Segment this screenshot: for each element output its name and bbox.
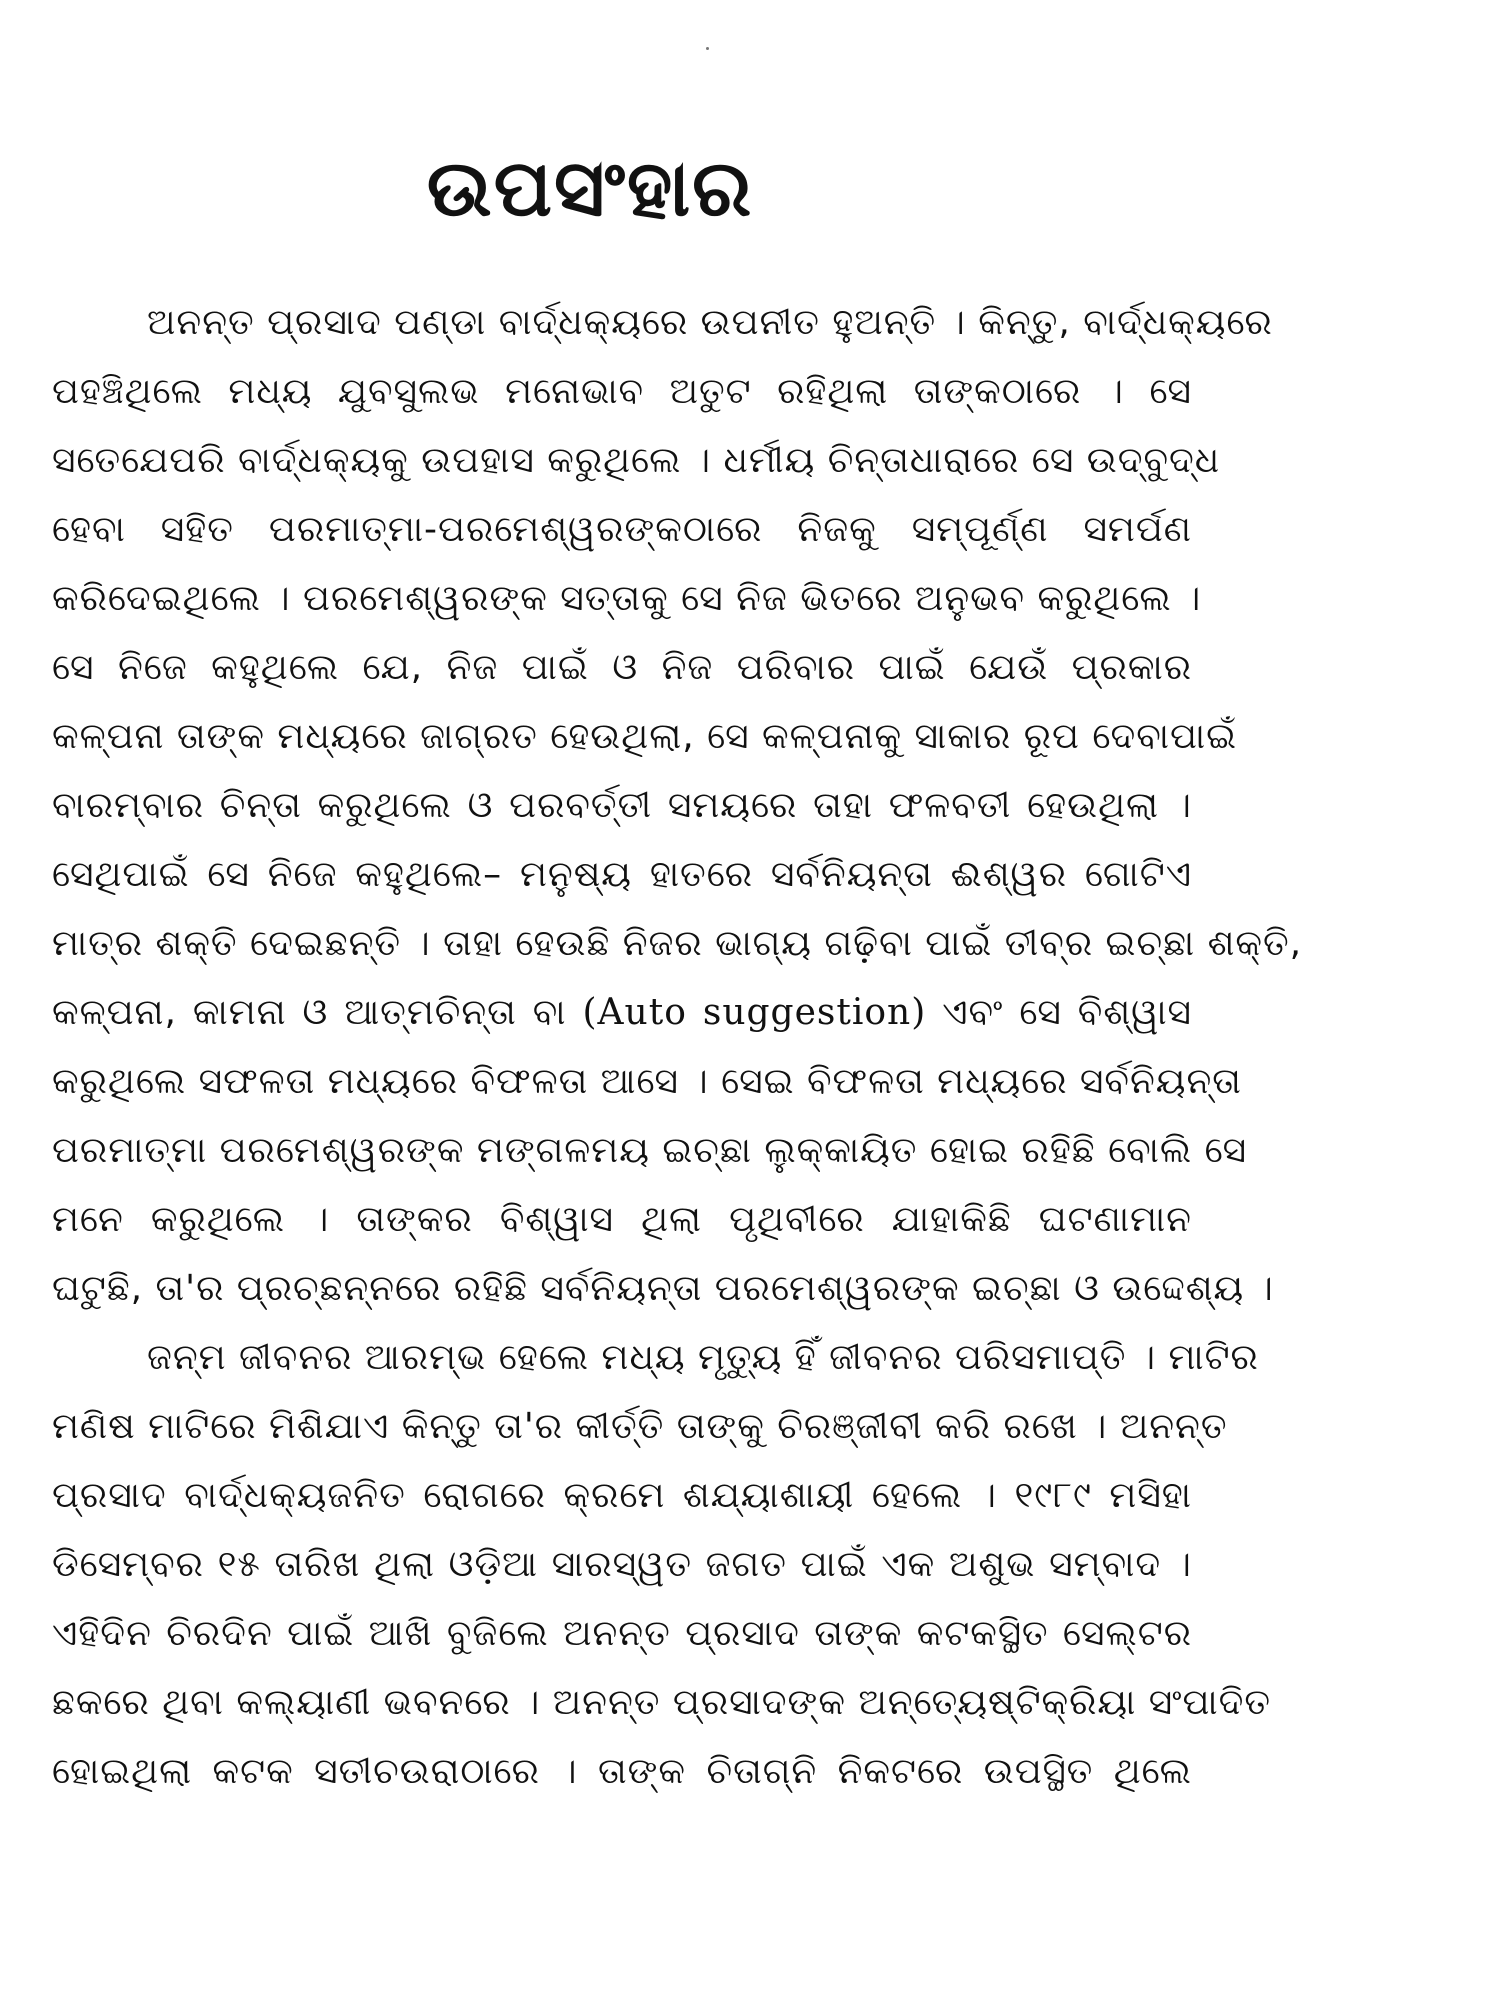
text-line: ଘଟୁଛି, ତା'ର ପ୍ରଚ୍ଛନ୍ନରେ ରହିଛି ସର୍ବନିୟନ୍ତା ପରମେଶ୍ୱରଙ୍କ ଇଚ୍ଛା ଓ ଉଦ୍ଦେଶ୍ୟ । bbox=[52, 1268, 1274, 1309]
latin-phrase: (Auto suggestion) bbox=[582, 992, 927, 1033]
text-line: ମଣିଷ ମାଟିରେ ମିଶିଯାଏ କିନ୍ତୁ ତା'ର କୀର୍ତ୍ତି ତାଙ୍କୁ ଚିରଞ୍ଜୀବୀ କରି ରଖେ । ଅନନ୍ତ bbox=[52, 1406, 1228, 1447]
page-title: ଉପସଂହାର bbox=[426, 144, 754, 235]
text-line: ମନେ କରୁଥିଲେ । ତାଙ୍କର ବିଶ୍ୱାସ ଥିଲା ପୃଥିବୀରେ ଯାହାକିଛି ଘଟଣାମାନ bbox=[52, 1199, 1192, 1240]
text-line: କରିଦେଇଥିଲେ । ପରମେଶ୍ୱରଙ୍କ ସତ୍ତାକୁ ସେ ନିଜ ଭିତରେ ଅନୁଭବ କରୁଥିଲେ । bbox=[52, 578, 1202, 619]
text-line: ପ୍ରସାଦ ବାର୍ଦ୍ଧକ୍ୟଜନିତ ରୋଗରେ କ୍ରମେ ଶଯ୍ୟାଶାୟୀ ହେଲେ । ୧୯୮୯ ମସିହା bbox=[52, 1475, 1192, 1516]
paragraph-1 bbox=[52, 288, 1303, 1323]
text-line: ସତେଯେପରି ବାର୍ଦ୍ଧକ୍ୟକୁ ଉପହାସ କରୁଥିଲେ । ଧର୍ମୀୟ ଚିନ୍ତାଧାରାରେ ସେ ଉଦ୍‌ବୁଦ୍ଧ bbox=[52, 440, 1221, 481]
text-line: ବାରମ୍ବାର ଚିନ୍ତା କରୁଥିଲେ ଓ ପରବର୍ତ୍ତୀ ସମୟରେ ତାହା ଫଳବତୀ ହେଉଥିଲା । bbox=[52, 785, 1192, 826]
text-line: ପରମାତ୍ମା ପରମେଶ୍ୱରଙ୍କ ମଙ୍ଗଳମୟ ଇଚ୍ଛା ଲୁକ୍‌କାୟିତ ହୋଇ ରହିଛି ବୋଲି ସେ bbox=[52, 1130, 1248, 1171]
text-line: ଛକରେ ଥିବା କଲ୍ୟାଣୀ ଭବନରେ । ଅନନ୍ତ ପ୍ରସାଦଙ୍କ ଅନ୍ତ୍ୟେଷ୍ଟିକ୍ରିୟା ସଂପାଦିତ bbox=[52, 1682, 1272, 1723]
text-line: ସେଥିପାଇଁ ସେ ନିଜେ କହୁଥିଲେ– ମନୁଷ୍ୟ ହାତରେ ସର୍ବନିୟନ୍ତା ଈଶ୍ୱର ଗୋଟିଏ bbox=[52, 854, 1192, 895]
text-line: ହୋଇଥିଲା କଟକ ସତୀଚଉରାଠାରେ । ତାଙ୍କ ଚିତାଗ୍ନି ନିକଟରେ ଉପସ୍ଥିତ ଥିଲେ bbox=[52, 1751, 1192, 1792]
text-line: ଏହିଦିନ ଚିରଦିନ ପାଇଁ ଆଖି ବୁଜିଲେ ଅନନ୍ତ ପ୍ରସାଦ ତାଙ୍କ କଟକସ୍ଥିତ ସେଲ୍ଟର bbox=[52, 1613, 1192, 1654]
text-line: ପହଞ୍ଚିଥିଲେ ମଧ୍ୟ ଯୁବସୁଲଭ ମନୋଭାବ ଅତୁଟ ରହିଥିଲା ତାଙ୍କଠାରେ । ସେ bbox=[52, 371, 1192, 412]
text-line: ଡିସେମ୍ବର ୧୫ ତାରିଖ ଥିଲା ଓଡ଼ିଆ ସାରସ୍ୱତ ଜଗତ ପାଇଁ ଏକ ଅଶୁଭ ସମ୍ବାଦ । bbox=[52, 1544, 1192, 1585]
scan-speck bbox=[706, 47, 709, 50]
body-text bbox=[52, 288, 1303, 1806]
text-line: ମାତ୍ର ଶକ୍ତି ଦେଇଛନ୍ତି । ତାହା ହେଉଛି ନିଜର ଭାଗ୍ୟ ଗଢ଼ିବା ପାଇଁ ତୀବ୍ର ଇଚ୍ଛା ଶକ୍ତି, bbox=[52, 923, 1303, 964]
paragraph-2 bbox=[52, 1323, 1272, 1806]
text-line: କରୁଥିଲେ ସଫଳତା ମଧ୍ୟରେ ବିଫଳତା ଆସେ । ସେଇ ବିଫଳତା ମଧ୍ୟରେ ସର୍ବନିୟନ୍ତା bbox=[52, 1061, 1242, 1102]
text-line: କଳ୍ପନା ତାଙ୍କ ମଧ୍ୟରେ ଜାଗ୍ରତ ହେଉଥିଲା, ସେ କଳ୍ପନାକୁ ସାକାର ରୂପ ଦେବାପାଇଁ bbox=[52, 716, 1238, 757]
text-line: ଜନ୍ମ ଜୀବନର ଆରମ୍ଭ ହେଲେ ମଧ୍ୟ ମୃତ୍ୟୁ ହିଁ ଜୀବନର ପରିସମାପ୍ତି । ମାଟିର bbox=[147, 1337, 1259, 1378]
text-line: ହେବା ସହିତ ପରମାତ୍ମା-ପରମେଶ୍ୱରଙ୍କଠାରେ ନିଜକୁ ସମ୍ପୂର୍ଣ୍ଣ ସମର୍ପଣ bbox=[52, 509, 1192, 550]
text-line: ସେ ନିଜେ କହୁଥିଲେ ଯେ, ନିଜ ପାଇଁ ଓ ନିଜ ପରିବାର ପାଇଁ ଯେଉଁ ପ୍ରକାର bbox=[52, 647, 1192, 688]
text-line: କଳ୍ପନା, କାମନା ଓ ଆତ୍ମଚିନ୍ତା ବା (Auto suggestion) ଏବଂ ସେ ବିଶ୍ୱାସ bbox=[52, 992, 1193, 1033]
text-line: ଅନନ୍ତ ପ୍ରସାଦ ପଣ୍ଡା ବାର୍ଦ୍ଧକ୍ୟରେ ଉପନୀତ ହୁଅନ୍ତି । କିନ୍ତୁ, ବାର୍ଦ୍ଧକ୍ୟରେ bbox=[147, 302, 1273, 343]
